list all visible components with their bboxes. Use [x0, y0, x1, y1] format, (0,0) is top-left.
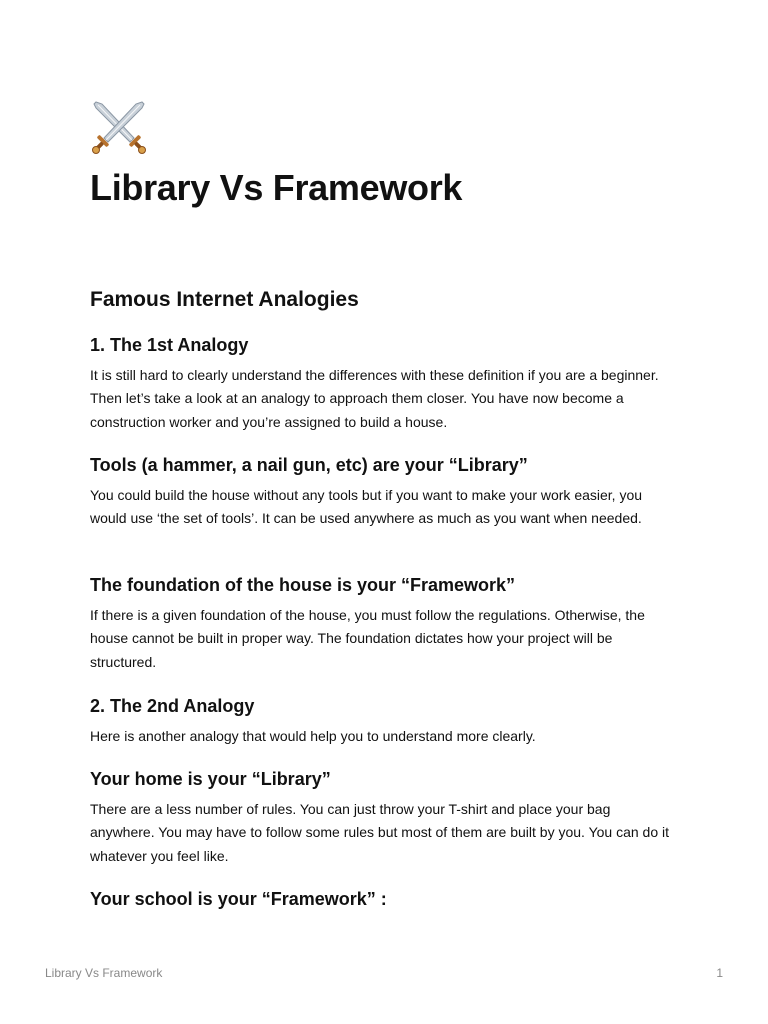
paragraph-tools-library: You could build the house without any tools but if you want to make your work easier, you would use ‘the set of tools’. It can be used anywhere as much as you want when needed.: [90, 487, 643, 527]
paragraph-1st-analogy: It is still hard to clearly understand the differences with these definition if you are a beginner. Then let’s take a look at an analogy to approach them closer. You have now become a construction worker and you’re assigned to build a house.: [90, 367, 659, 430]
heading-foundation-framework: The foundation of the house is your “Framework”: [90, 575, 516, 595]
heading-home-library: Your home is your “Library”: [90, 769, 331, 789]
heading-2nd-analogy: 2. The 2nd Analogy: [90, 696, 255, 716]
page-title: Library Vs Framework: [90, 167, 463, 208]
footer-document-title: Library Vs Framework: [45, 966, 163, 980]
paragraph-foundation-framework: If there is a given foundation of the house, you must follow the regulations. Otherwise, the house cannot be built in proper way. The foundation dictates how your project will be structured.: [90, 607, 645, 670]
heading-school-framework: Your school is your “Framework” :: [90, 889, 387, 909]
footer-page-number: 1: [716, 966, 723, 980]
heading-1st-analogy: 1. The 1st Analogy: [90, 335, 249, 355]
paragraph-home-library: There are a less number of rules. You can just throw your T-shirt and place your bag anywhere. You may have to follow some rules but most of them are built by you. You can do it whatever you feel like.: [90, 801, 670, 864]
heading-tools-library: Tools (a hammer, a nail gun, etc) are your “Library”: [90, 455, 528, 475]
section-heading-analogies: Famous Internet Analogies: [90, 288, 359, 311]
paragraph-2nd-analogy: Here is another analogy that would help you to understand more clearly.: [90, 728, 536, 744]
crossed-swords-icon: [90, 98, 148, 156]
